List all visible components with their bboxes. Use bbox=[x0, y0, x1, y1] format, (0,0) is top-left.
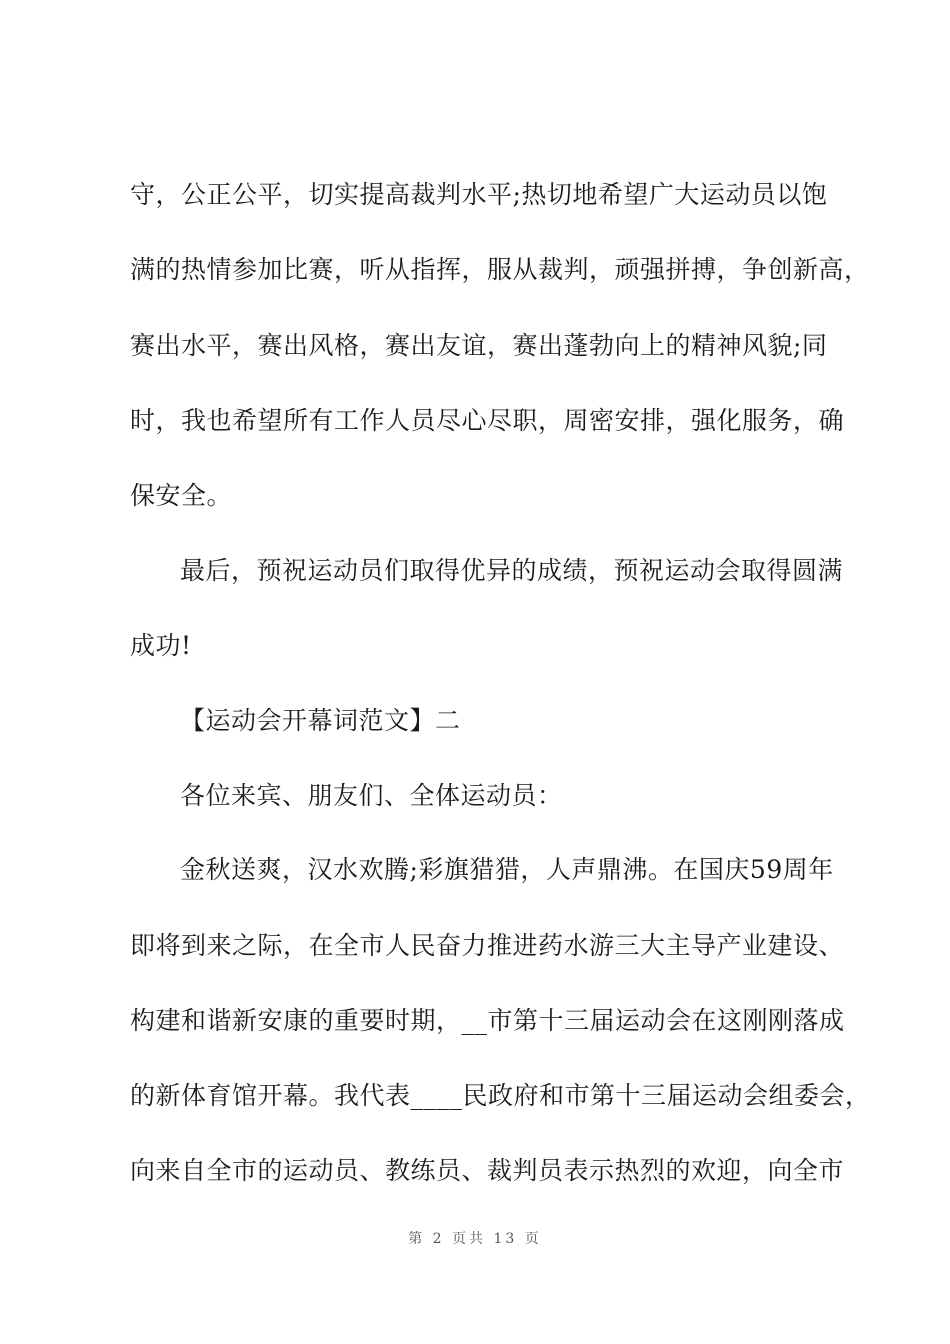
text-line: 的新体育馆开幕。我代表____民政府和市第十三届运动会组委会， bbox=[130, 1081, 871, 1110]
page-number-footer: 第 2 页共 13 页 bbox=[408, 1231, 542, 1247]
text-line: 成功! bbox=[130, 631, 192, 660]
text-line: 即将到来之际，在全市人民奋力推进药水游三大主导产业建设、 bbox=[130, 931, 845, 960]
text-line: 构建和谐新安康的重要时期，__市第十三届运动会在这刚刚落成 bbox=[130, 1006, 845, 1035]
paragraph-start-line: 最后，预祝运动员们取得优异的成绩，预祝运动会取得圆满 bbox=[180, 556, 844, 585]
text-line: 守，公正公平，切实提高裁判水平;热切地希望广大运动员以饱 bbox=[130, 180, 828, 209]
text-line: 时，我也希望所有工作人员尽心尽职，周密安排，强化服务，确 bbox=[130, 406, 845, 435]
text-line: 赛出水平，赛出风格，赛出友谊，赛出蓬勃向上的精神风貌;同 bbox=[130, 331, 828, 360]
section-heading: 【运动会开幕词范文】二 bbox=[180, 706, 461, 735]
text-line: 保安全。 bbox=[130, 481, 233, 510]
paragraph-start-line: 金秋送爽，汉水欢腾;彩旗猎猎，人声鼎沸。在国庆59周年 bbox=[180, 855, 834, 884]
salutation-line: 各位来宾、朋友们、全体运动员： bbox=[180, 781, 563, 810]
text-line: 满的热情参加比赛，听从指挥，服从裁判，顽强拼搏，争创新高， bbox=[130, 255, 870, 284]
text-line: 向来自全市的运动员、教练员、裁判员表示热烈的欢迎，向全市 bbox=[130, 1156, 845, 1185]
